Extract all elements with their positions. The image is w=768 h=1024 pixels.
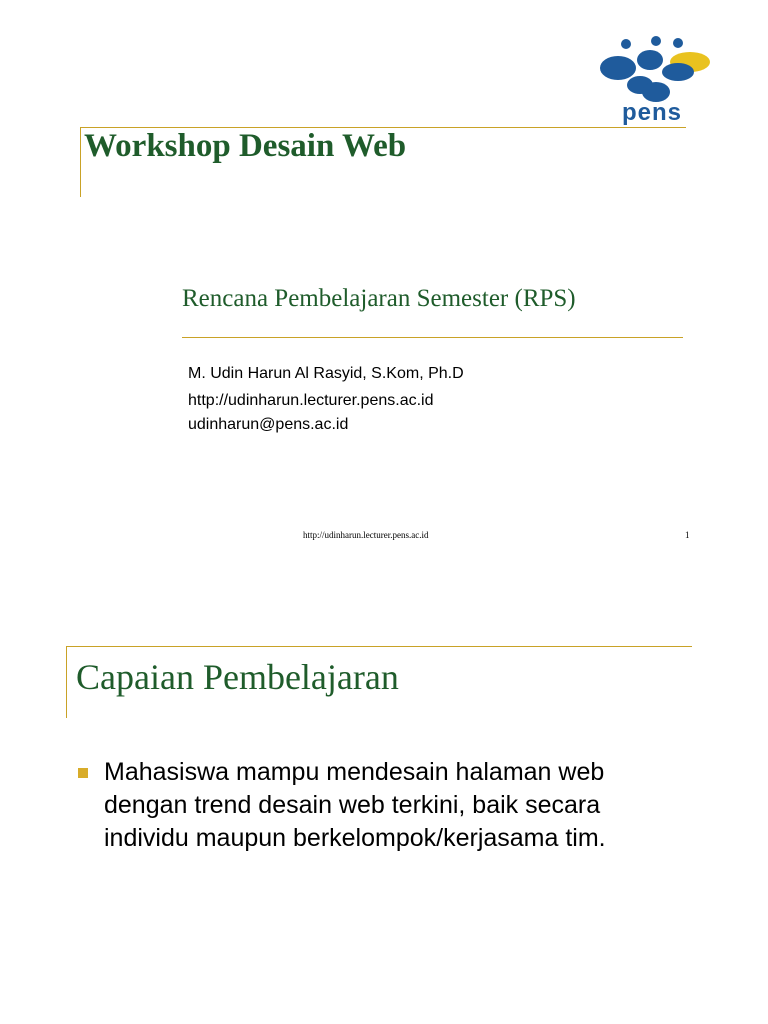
title-rule-vertical <box>66 646 67 718</box>
bullet-line: individu maupun berkelompok/kerjasama tim. <box>104 824 606 852</box>
slide-title: Workshop Desain Web <box>84 128 407 164</box>
title-rule-vertical <box>80 127 81 197</box>
pens-logo-icon <box>578 30 730 126</box>
slide-subtitle: Rencana Pembelajaran Semester (RPS) <box>182 285 576 312</box>
title-rule <box>66 646 692 647</box>
bullet-line: dengan trend desain web terkini, baik secara <box>104 791 601 819</box>
pens-logo-text: pens <box>622 99 683 126</box>
list-item <box>78 756 718 855</box>
square-bullet-icon <box>78 768 88 778</box>
page-number: 1 <box>685 530 690 540</box>
bullet-list <box>78 756 718 855</box>
author-email: udinharun@pens.ac.id <box>188 416 349 433</box>
author-website: http://udinharun.lecturer.pens.ac.id <box>188 392 434 409</box>
slide-2 <box>0 580 768 1024</box>
author-name: M. Udin Harun Al Rasyid, S.Kom, Ph.D <box>188 365 464 382</box>
slide-title: Capaian Pembelajaran <box>76 657 399 697</box>
footer-url: http://udinharun.lecturer.pens.ac.id <box>303 530 429 540</box>
bullet-line: Mahasiswa mampu mendesain halaman web <box>104 758 605 786</box>
author-block <box>188 362 464 437</box>
subtitle-rule <box>182 337 683 338</box>
